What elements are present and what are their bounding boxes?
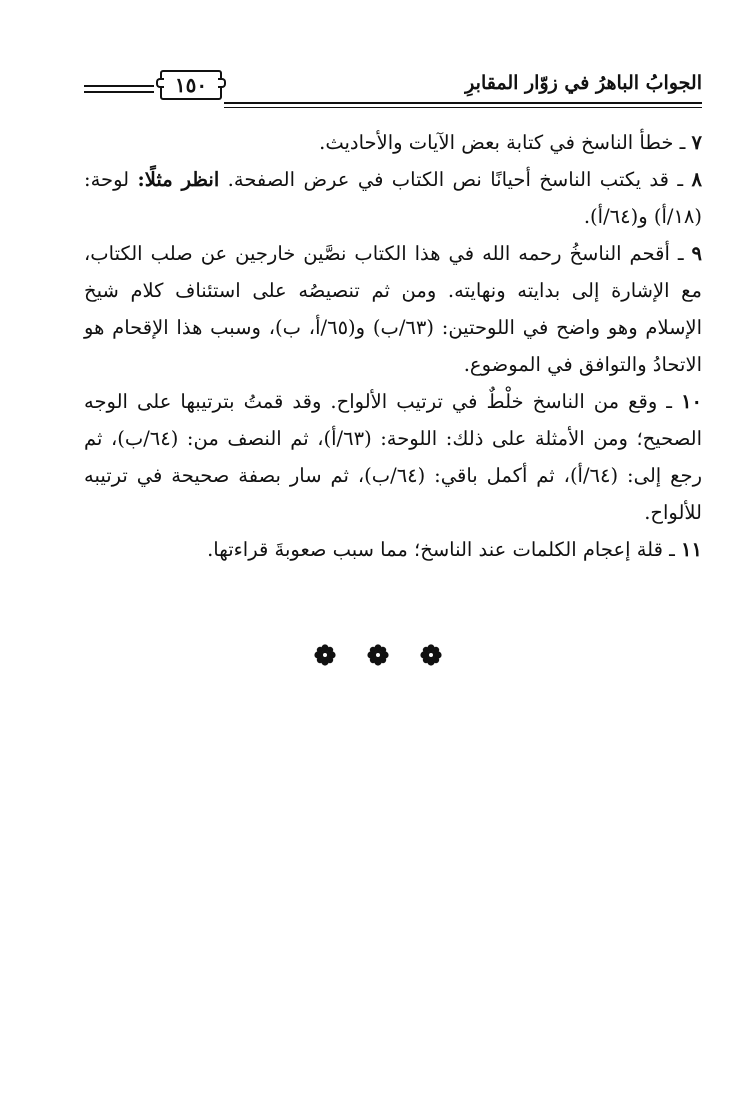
item-number: ٨ (691, 168, 702, 191)
header-rule (84, 91, 154, 93)
flower-ornament-icon (420, 644, 442, 666)
page-body (84, 124, 702, 568)
list-item (84, 161, 702, 235)
page-number: ١٥٠ (160, 70, 222, 100)
item-text: ـ أقحم الناسخُ رحمه الله في هذا الكتاب نصَّين خارجين عن صلب الكتاب، مع الإشارة إلى بدايته ونهايته. ومن ثم تنصيصُه على استئناف كلام شيخ الإسلام وهو واضح في اللوحتين: (٦٣/ب) و(٦٥/أ، ب)، وسبب هذا الإقحام هو الاتحادُ والتوافق في الموضوع. (84, 242, 703, 376)
page-header (84, 72, 702, 116)
header-underline (224, 107, 702, 108)
list-item (84, 383, 702, 531)
list-item (84, 124, 702, 161)
header-underline (224, 102, 702, 104)
item-text: ـ خطأ الناسخ في كتابة بعض الآيات والأحاديث. (319, 131, 686, 154)
item-text-continued: لوحة: (١٨/أ) و(٦٤/أ). (84, 168, 702, 228)
flower-ornament-icon (367, 644, 389, 666)
running-title: الجوابُ الباهرُ في زوّار المقابرِ (465, 72, 702, 94)
item-number: ٩ (691, 242, 702, 265)
item-number: ١٠ (681, 390, 703, 413)
item-number: ١١ (681, 538, 702, 561)
flower-ornament-icon (314, 644, 336, 666)
section-divider (0, 644, 756, 666)
header-rule (84, 85, 154, 87)
item-text: ـ قد يكتب الناسخ أحيانًا نص الكتاب في عرض الصفحة. (227, 168, 684, 191)
list-item (84, 531, 702, 568)
item-text: ـ قلة إعجام الكلمات عند الناسخ؛ مما سبب صعوبةَ قراءتها. (207, 538, 675, 561)
list-item (84, 235, 702, 383)
item-text: ـ وقع من الناسخ خلْطٌ في ترتيب الألواح. وقد قمتُ بترتيبها على الوجه الصحيح؛ ومن الأمثلة على ذلك: اللوحة: (٦٣/أ)، ثم النصف من: (٦٤/ب)، ثم رجع إلى: (٦٤/أ)، ثم أكمل باقي: (٦٤/ب)، ثم سار بصفة صحيحة في ترتيبه للألواح. (84, 390, 703, 524)
item-number: ٧ (691, 131, 702, 154)
item-emphasis: انظر مثلًا: (137, 168, 220, 191)
